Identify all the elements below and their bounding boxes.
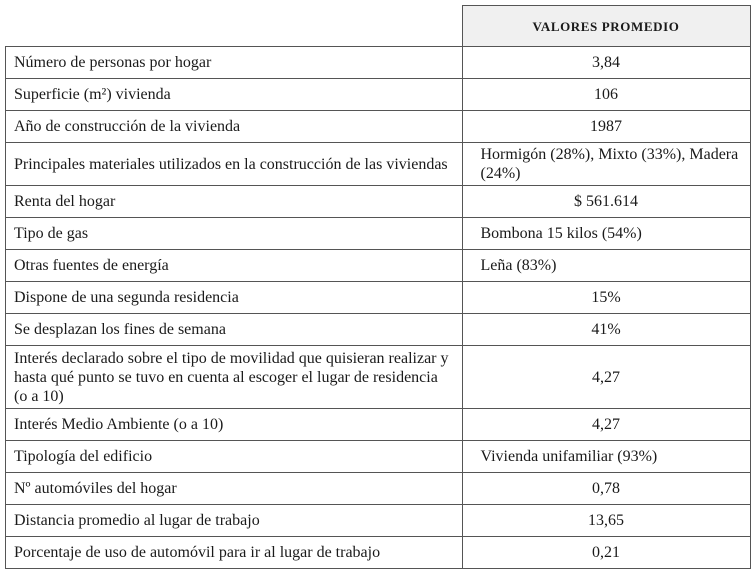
row-label: Otras fuentes de energía — [6, 250, 463, 282]
table-row — [6, 79, 751, 111]
row-label: Número de personas por hogar — [6, 47, 463, 79]
row-label: Principales materiales utilizados en la construcción de las viviendas — [6, 143, 463, 186]
table-row — [6, 409, 751, 441]
row-label: Año de construcción de la vivienda — [6, 111, 463, 143]
table-row — [6, 282, 751, 314]
row-label: Porcentaje de uso de automóvil para ir al lugar de trabajo — [6, 537, 463, 569]
row-value: Leña (83%) — [462, 250, 750, 282]
row-value: 0,78 — [462, 473, 750, 505]
table-row — [6, 186, 751, 218]
table-row — [6, 250, 751, 282]
row-value: Vivienda unifamiliar (93%) — [462, 441, 750, 473]
row-value: 4,27 — [462, 409, 750, 441]
row-value: 106 — [462, 79, 750, 111]
table-row — [6, 441, 751, 473]
row-label: Distancia promedio al lugar de trabajo — [6, 505, 463, 537]
household-averages-table — [5, 5, 751, 569]
row-value: 41% — [462, 314, 750, 346]
row-label: Interés declarado sobre el tipo de movilidad que quisieran realizar y hasta qué punto se tuvo en cuenta al escoger el lugar de residencia (o a 10) — [6, 346, 463, 409]
row-value: 1987 — [462, 111, 750, 143]
row-label: Interés Medio Ambiente (o a 10) — [6, 409, 463, 441]
row-value: Hormigón (28%), Mixto (33%), Madera (24%) — [462, 143, 750, 186]
header-blank-cell — [6, 6, 463, 47]
row-value: 3,84 — [462, 47, 750, 79]
row-value: 13,65 — [462, 505, 750, 537]
table-row — [6, 346, 751, 409]
table-row — [6, 505, 751, 537]
table-row — [6, 47, 751, 79]
row-value: Bombona 15 kilos (54%) — [462, 218, 750, 250]
table-row — [6, 143, 751, 186]
row-label: Nº automóviles del hogar — [6, 473, 463, 505]
column-header-valores-promedio: VALORES PROMEDIO — [462, 6, 750, 47]
row-label: Se desplazan los fines de semana — [6, 314, 463, 346]
table-row — [6, 314, 751, 346]
row-value: 0,21 — [462, 537, 750, 569]
table-row — [6, 473, 751, 505]
row-label: Renta del hogar — [6, 186, 463, 218]
row-value: 15% — [462, 282, 750, 314]
row-label: Superficie (m²) vivienda — [6, 79, 463, 111]
table-row — [6, 218, 751, 250]
table-row — [6, 111, 751, 143]
table-row — [6, 537, 751, 569]
row-label: Tipo de gas — [6, 218, 463, 250]
row-label: Dispone de una segunda residencia — [6, 282, 463, 314]
row-value: 4,27 — [462, 346, 750, 409]
row-label: Tipología del edificio — [6, 441, 463, 473]
table-header-row — [6, 6, 751, 47]
row-value: $ 561.614 — [462, 186, 750, 218]
